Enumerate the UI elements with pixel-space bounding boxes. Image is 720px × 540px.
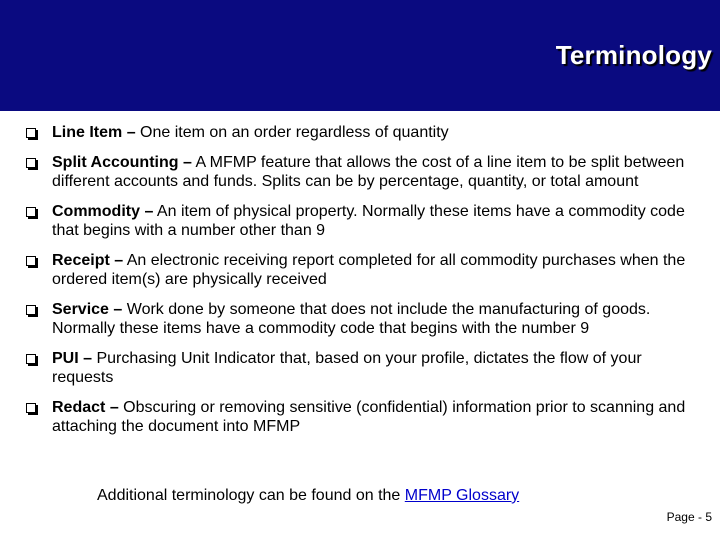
term-separator: – [126, 124, 136, 141]
additional-terminology-note [97, 487, 519, 505]
term-receipt [24, 251, 704, 289]
term-definition: Work done by someone that does not include the manufacturing of goods. Normally these items have a commodity code that begins with the number 9 [52, 301, 651, 337]
title-bar [0, 0, 720, 111]
term-separator: – [113, 301, 123, 318]
term-line-item [24, 123, 704, 142]
square-bullet-icon [26, 354, 36, 364]
term-name: Line Item [52, 124, 123, 141]
term-name: Commodity [52, 203, 140, 220]
terminology-list [24, 123, 704, 447]
square-bullet-icon [26, 128, 36, 138]
term-separator: – [109, 399, 119, 416]
term-name: Split Accounting [52, 154, 179, 171]
term-definition: Purchasing Unit Indicator that, based on your profile, dictates the flow of your requests [52, 350, 642, 386]
term-definition: One item on an order regardless of quantity [140, 124, 449, 141]
term-split-accounting [24, 153, 704, 191]
term-definition: A MFMP feature that allows the cost of a line item to be split between different accounts and funds. Splits can be by percentage, quantity, or total amount [52, 154, 685, 190]
term-definition: An electronic receiving report completed for all commodity purchases when the ordered item(s) are physically received [52, 252, 686, 288]
term-pui [24, 349, 704, 387]
square-bullet-icon [26, 256, 36, 266]
square-bullet-icon [26, 403, 36, 413]
term-redact [24, 398, 704, 436]
term-definition: An item of physical property. Normally these items have a commodity code that begins with a number other than 9 [52, 203, 685, 239]
mfmp-glossary-link[interactable]: MFMP Glossary [404, 487, 520, 504]
slide-title: Terminology [555, 40, 712, 70]
term-separator: – [83, 350, 93, 367]
term-name: Service [52, 301, 109, 318]
term-separator: – [144, 203, 154, 220]
page-number: Page - 5 [666, 510, 712, 524]
term-separator: – [182, 154, 192, 171]
term-separator: – [114, 252, 124, 269]
term-definition: Obscuring or removing sensitive (confidential) information prior to scanning and attaching the document into MFMP [52, 399, 686, 435]
term-service [24, 300, 704, 338]
square-bullet-icon [26, 158, 36, 168]
footer-text: Additional terminology can be found on the [97, 487, 401, 504]
term-name: Redact [52, 399, 106, 416]
term-name: Receipt [52, 252, 110, 269]
term-name: PUI [52, 350, 79, 367]
square-bullet-icon [26, 305, 36, 315]
term-commodity [24, 202, 704, 240]
square-bullet-icon [26, 207, 36, 217]
